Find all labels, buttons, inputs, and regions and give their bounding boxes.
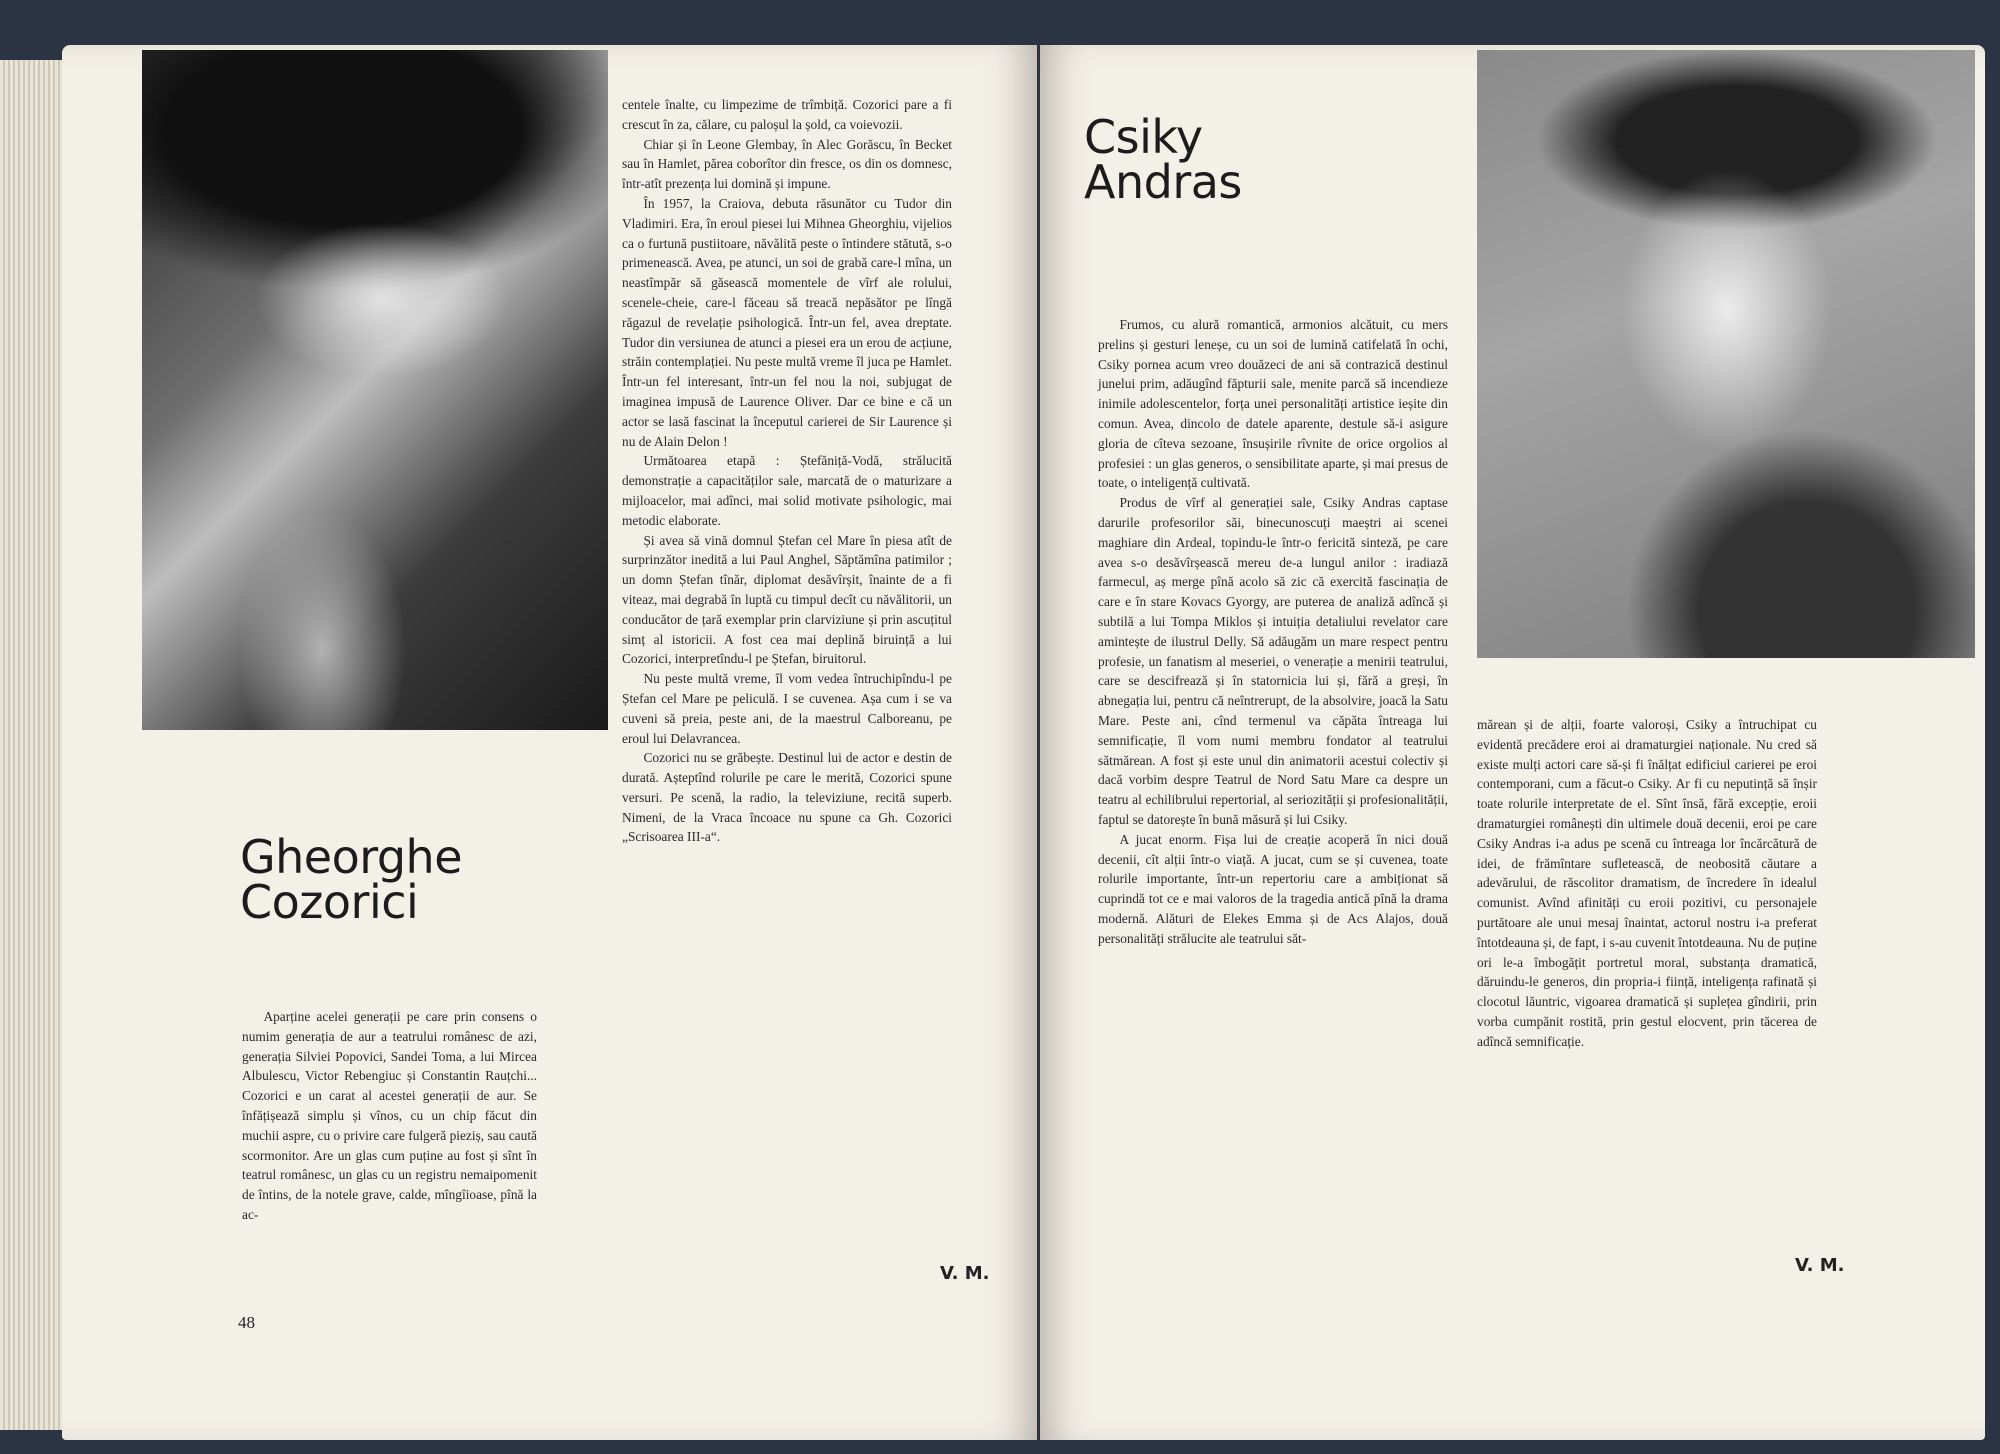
title-first-name: Gheorghe — [240, 830, 463, 884]
right-column-1 — [1098, 315, 1448, 949]
portrait-photo-csiky — [1477, 50, 1975, 658]
page-number: 48 — [238, 1313, 255, 1332]
paragraph: Frumos, cu alură romantică, armonios alcătuit, cu mers prelins și gesturi leneșe, cu un soi de lumină catifelată în ochi, Csiky pornea acum vreo douăzeci de ani să contrazică destinul junelui prim, adăugînd făpturii sale, menite parcă să incendieze inimile adolescentelor, forța unei personalități artistice ieșite din comun. Avea, dincolo de datele aparente, destule să-i asigure gloria de cîteva sezoane, însușirile rîvnite de orice orgolios al profesiei : un glas generos, o sensibilitate aparte, și mai presus de toate, o inteligență cultivată. — [1098, 317, 1448, 491]
author-signature: V. M. — [940, 1263, 990, 1284]
portrait-photo-cozorici — [142, 50, 608, 730]
paragraph: Următoarea etapă : Ștefăniță-Vodă, strălucită demonstrație a capacităților sale, marcată de o maturizare a mijloacelor, mai adînci, mai solid motivate psihologic, mai metodic elaborate. — [622, 453, 952, 528]
paragraph: În 1957, la Craiova, debuta răsunător cu Tudor din Vladimiri. Era, în eroul piesei lui Mihnea Gheorghiu, vijelios ca o furtună pustiitoare, năvălită peste o întindere stătută, s-o primenească. Avea, pe atunci, un soi de grabă care-l mîna, un neastîmpăr să găsească momentele de vîrf ale rolului, scenele-cheie, care-l făceau să treacă nepăsător pe lîngă răgazul de revelație psihologică. Într-un fel, avea dreptate. Tudor din versiunea de atunci a piesei era un erou de acțiune, străin contemplației. Nu peste multă vreme îl juca pe Hamlet. Într-un fel interesant, într-un fel nou la noi, subjugat de imaginea impusă de Laurence Oliver. Dar ce bine e că un actor se lasă fascinat la începutul carierei de Sir Laurence și nu de Alain Delon ! — [622, 195, 952, 449]
title-last-name: Cozorici — [240, 875, 419, 930]
paragraph: centele înalte, cu limpezime de trîmbiță. Cozorici pare a fi crescut în za, călare, cu paloșul la șold, ca voievozii. — [622, 97, 952, 132]
left-column-1 — [242, 1007, 537, 1225]
paragraph: Produs de vîrf al generației sale, Csiky Andras captase darurile profesorilor săi, binecunoscuți maeștri ai scenei maghiare din Ardeal, topindu-le într-o fericită sinteză, pe care avea s-o desăvîrșească mereu de-a lungul anilor : iradiază farmecul, aș merge pînă acolo să zic că exercită fascinația de care e în stare Kovacs Gyorgy, are puterea de analiză adîncă și subtilă a lui Tompa Miklos și intuiția detaliului revelator care amintește de ilustrul Delly. Să adăugăm un mare respect pentru profesie, un fanatism al meseriei, o venerație a menirii teatrului, care se descifrează și în statornicia lui și, fără a greși, în abnegația lui, pentru că neîntrerupt, de la absolvire, joacă la Satu Mare. Peste ani, cînd termenul va căpăta întreaga lui semnificație, îl vom numi membru fondator al teatrului sătmărean. A fost și este unul din animatorii acestui colectiv și dacă vorbim despre Teatrul de Nord Satu Mare ca despre un teatru al echilibrului repertorial, al seriozității și profesionalității, faptul se datorește în bună măsură și lui Csiky. — [1098, 495, 1448, 827]
page-edges — [0, 60, 70, 1430]
article-title-cozorici — [240, 830, 463, 930]
left-page — [62, 45, 1037, 1440]
paragraph: Nu peste multă vreme, îl vom vedea întruchipîndu-l pe Ștefan cel Mare pe peliculă. I se cuvenea. Așa cum i se va cuveni să preia, peste ani, de la maestrul Calboreanu, pe eroul lui Delavrancea. — [622, 671, 952, 746]
title-first-name: Csiky — [1084, 110, 1203, 164]
right-page — [1040, 45, 1985, 1440]
right-column-2 — [1477, 715, 1817, 1052]
author-signature: V. M. — [1795, 1255, 1845, 1276]
left-column-2 — [622, 95, 952, 847]
paragraph: Chiar și în Leone Glembay, în Alec Gorăscu, în Becket sau în Hamlet, părea coborîtor din fresce, os din os domnesc, într-atît prezența lui domină și impune. — [622, 136, 952, 192]
paragraph: Și avea să vină domnul Ștefan cel Mare în piesa atît de surprinzător inedită a lui Paul Anghel, Săptămîna patimilor ; un domn Ștefan tînăr, diplomat desăvîrșit, înainte de a fi viteaz, mai degrabă în luptă cu timpul decît cu năvălitorii, un conducător de țară exemplar prin clarviziune și prin ascuțitul simț al istoricii. A fost cea mai deplină biruință a lui Cozorici, interpretîndu-l pe Ștefan, biruitorul. — [622, 532, 952, 667]
paragraph: A jucat enorm. Fișa lui de creație acoperă în nici două decenii, cît alții într-o viață. A jucat, cum se și cuvenea, toate rolurile importante, într-un repertoriu care a ambiționat să cuprindă tot ce e mai valoros de la tragedia antică pînă la drama modernă. Alături de Elekes Emma și de Acs Alajos, două personalități strălucite ale teatrului săt- — [1098, 831, 1448, 946]
paragraph: Cozorici nu se grăbește. Destinul lui de actor e destin de durată. Așteptînd rolurile pe care le merită, Cozorici spune versuri. Pe scenă, la radio, la televiziune, recită superb. Nimeni, de la Vraca încoace nu spune ca Gh. Cozorici „Scrisoarea III-a“. — [622, 750, 952, 845]
title-last-name: Andras — [1084, 155, 1242, 210]
paragraph: mărean și de alții, foarte valoroși, Csiky a întruchipat cu evidentă precădere eroi ai dramaturgiei naționale. Nu cred să existe mulți actori care să-și fi înălțat edificiul carierei pe eroi contemporani, cum a făcut-o Csiky. Ar fi cu neputință să înșir toate rolurile interpretate de el. Sînt însă, fără excepție, eroii dramaturgiei românești din ultimele două decenii, eroi pe care Csiky Andras i-a adus pe scenă cu întreaga lor încărcătură de idei, de frămîntare sufletească, de neobosită căutare a adevărului, de răscolitor dramatism, de încredere în idealul comunist. Avînd afinități cu eroii pozitivi, cu personajele purtătoare ale unui mesaj înaintat, actorul nostru i-a preferat întotdeauna și, de fapt, i s-au cuvenit întotdeauna. Nu de puține ori le-a îmbogățit portretul moral, substanța dramatică, dăruindu-le generos, din propria-i ființă, inteligența rafinată și clocotul lăuntric, vigoarea dramatică și suplețea gîndirii, prin vorba cumpănit rostită, prin gestul elocvent, prin tăcerea de adîncă semnificație. — [1477, 717, 1817, 1049]
article-title-csiky — [1084, 110, 1242, 210]
paragraph: Aparține acelei generații pe care prin consens o numim generația de aur a teatrului românesc de azi, generația Silviei Popovici, Sandei Toma, a lui Mircea Albulescu, Victor Rebengiuc și Constantin Rauțchi... Cozorici e un carat al acestei generații de aur. Se înfățișează simplu și vînos, cu un chip făcut din muchii aspre, cu o privire care fulgeră pieziș, sau caută scormonitor. Are un glas cum puține au fost și sînt în teatrul românesc, un glas cu un registru nemaipomenit de întins, de la notele grave, calde, mîngîioase, pînă la ac- — [242, 1009, 537, 1222]
